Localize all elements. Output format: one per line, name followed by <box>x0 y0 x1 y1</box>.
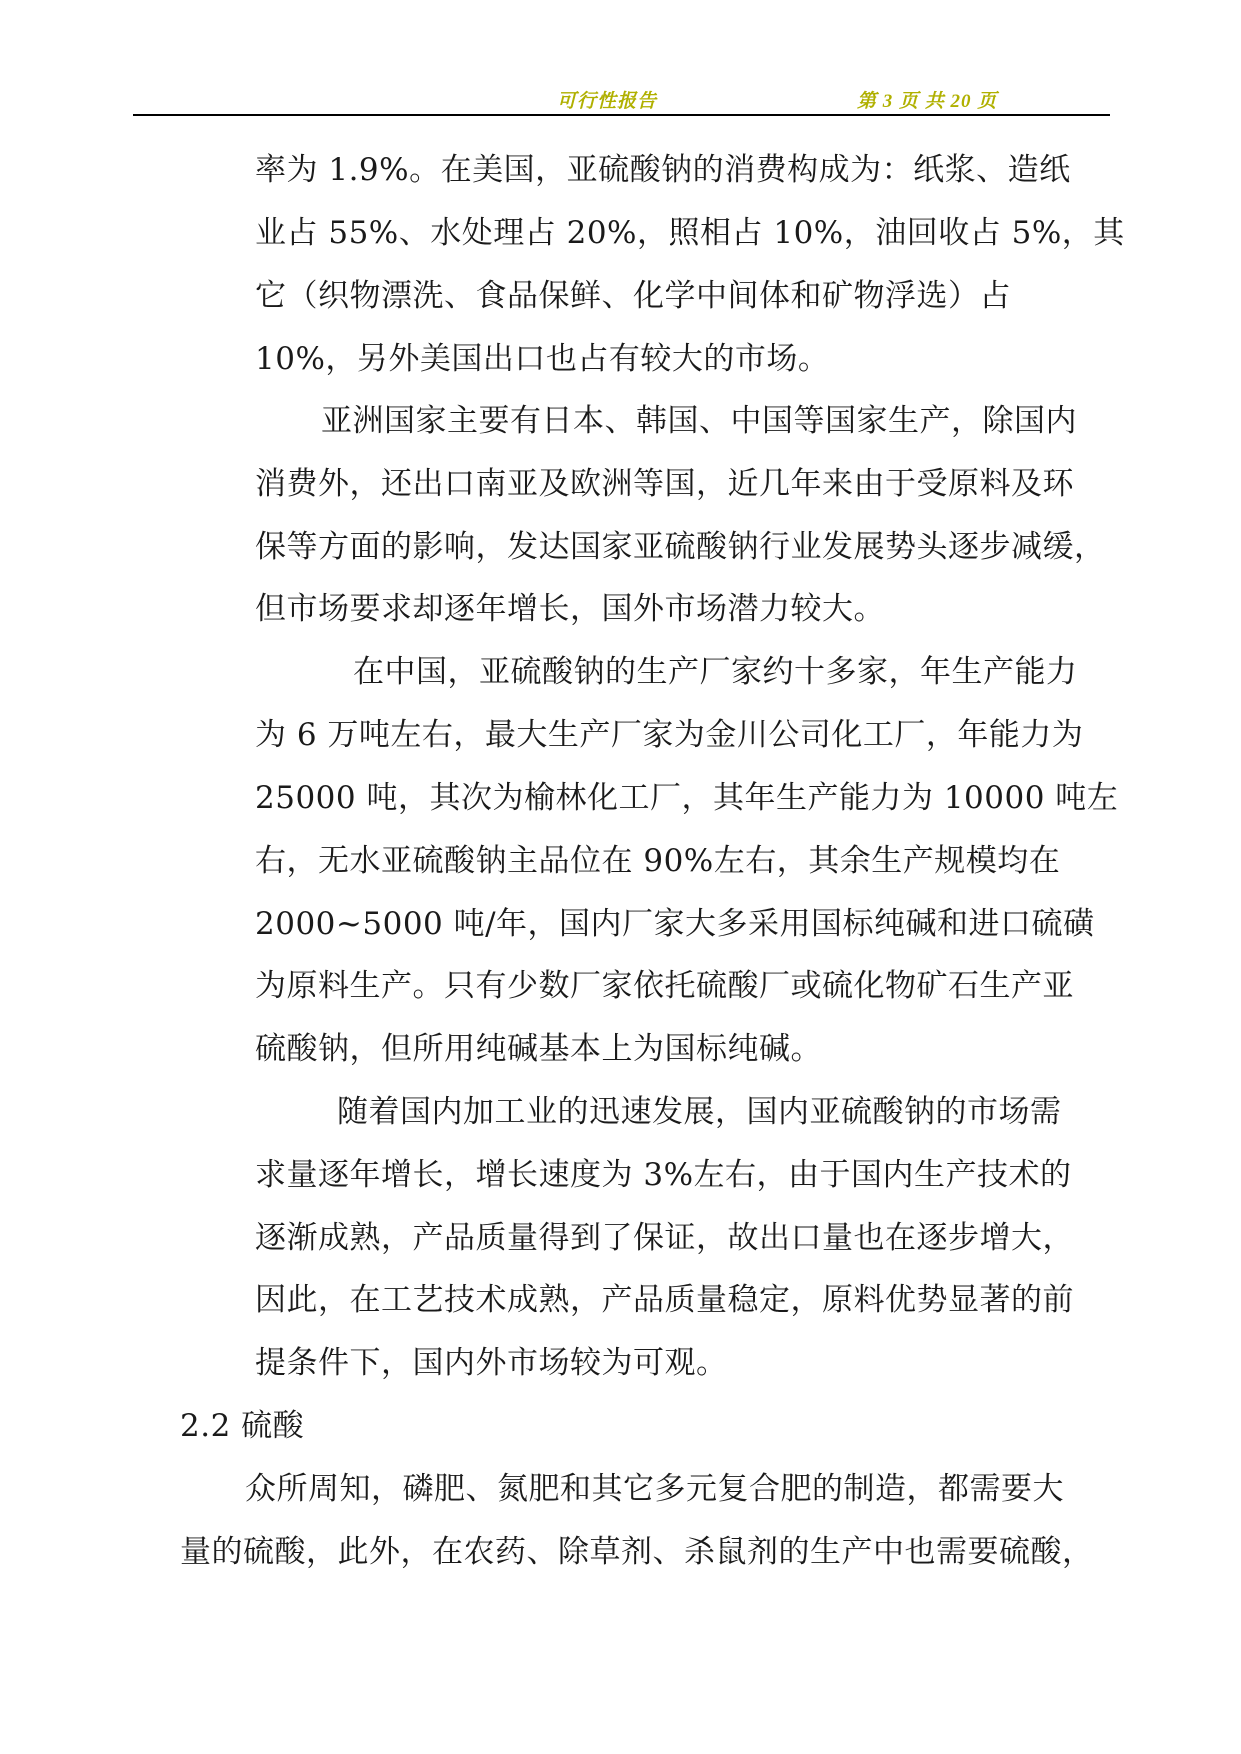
text-line: 量的硫酸，此外，在农药、除草剂、杀鼠剂的生产中也需要硫酸， <box>180 1534 1094 1570</box>
text-line: 10%，另外美国出口也占有较大的市场。 <box>255 341 830 377</box>
header-page-number: 第 3 页 共 20 页 <box>857 91 998 112</box>
text-line: 消费外，还出口南亚及欧洲等国，近几年来由于受原料及环 <box>255 466 1074 502</box>
text-line: 率为 1.9%。在美国，亚硫酸钠的消费构成为：纸浆、造纸 <box>255 152 1071 188</box>
text-line: 求量逐年增长，增长速度为 3%左右，由于国内生产技术的 <box>255 1157 1072 1193</box>
section-heading: 2.2 硫酸 <box>180 1408 305 1444</box>
text-line: 随着国内加工业的迅速发展，国内亚硫酸钠的市场需 <box>337 1094 1062 1130</box>
header-title: 可行性报告 <box>557 91 658 112</box>
text-line: 逐渐成熟，产品质量得到了保证，故出口量也在逐步增大， <box>255 1220 1074 1256</box>
text-line: 亚洲国家主要有日本、韩国、中国等国家生产，除国内 <box>321 403 1077 439</box>
text-line: 为原料生产。只有少数厂家依托硫酸厂或硫化物矿石生产亚 <box>255 968 1074 1004</box>
text-line: 保等方面的影响，发达国家亚硫酸钠行业发展势头逐步减缓， <box>255 529 1106 565</box>
text-line: 因此，在工艺技术成熟，产品质量稳定，原料优势显著的前 <box>255 1282 1074 1318</box>
text-line: 25000 吨，其次为榆林化工厂，其年生产能力为 10000 吨左 <box>255 780 1119 816</box>
text-line: 它（织物漂洗、食品保鲜、化学中间体和矿物浮选）占 <box>255 278 1011 314</box>
text-line: 硫酸钠，但所用纯碱基本上为国标纯碱。 <box>255 1031 822 1067</box>
text-line: 业占 55%、水处理占 20%，照相占 10%，油回收占 5%，其 <box>255 215 1125 251</box>
text-line: 提条件下，国内外市场较为可观。 <box>255 1345 728 1381</box>
text-line: 但市场要求却逐年增长，国外市场潜力较大。 <box>255 591 885 627</box>
text-line: 2000~5000 吨/年，国内厂家大多采用国标纯碱和进口硫磺 <box>255 906 1095 942</box>
text-line: 右，无水亚硫酸钠主品位在 90%左右，其余生产规模均在 <box>255 843 1061 879</box>
text-line: 众所周知，磷肥、氮肥和其它多元复合肥的制造，都需要大 <box>245 1471 1064 1507</box>
header-rule <box>133 114 1110 116</box>
text-line: 在中国，亚硫酸钠的生产厂家约十多家，年生产能力 <box>353 654 1078 690</box>
text-line: 为 6 万吨左右，最大生产厂家为金川公司化工厂，年能力为 <box>255 717 1084 753</box>
